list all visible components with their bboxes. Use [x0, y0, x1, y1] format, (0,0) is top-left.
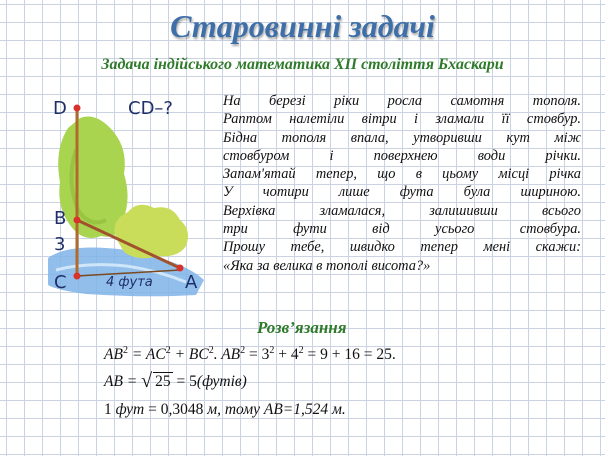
point-a	[177, 265, 184, 272]
problem-line: Прошу тебе, швидко тепер мені скажи:	[223, 239, 581, 256]
label-a: A	[185, 272, 198, 293]
point-c	[74, 273, 81, 280]
conversion-formula: 1 фут = 0,3048 м, тому AB=1,524 м.	[104, 401, 346, 418]
square-root-icon: √ 25	[141, 370, 171, 392]
pythagoras-formula: $AB^2 = AC^2 + BC^2$. $AB^2 = 3^2 + 4^2 = 9 + 16 = 25$.	[104, 345, 396, 363]
problem-text	[223, 92, 581, 275]
problem-line: «Яка за велика в тополі висота?»	[223, 257, 431, 274]
label-cd-question: CD–?	[128, 98, 173, 119]
tree-illustration	[46, 90, 218, 300]
problem-line: Бідна тополя впала, утворивши кут між	[223, 129, 581, 146]
label-bc-length: 3	[54, 234, 66, 255]
problem-line: Запам'ятай тепер, що в цьому місці річка	[223, 166, 581, 183]
point-b	[74, 217, 81, 224]
problem-line: На березі ріки росла самотня тополя.	[223, 93, 581, 109]
page-title: Старовинні задачі	[170, 8, 435, 44]
label-ca-length: 4 фута	[106, 275, 153, 290]
sqrt-formula: AB = √ 25 = 5(футів)	[104, 370, 247, 392]
label-b: B	[54, 208, 67, 229]
point-d	[74, 105, 81, 112]
label-d: D	[53, 98, 67, 119]
problem-line: У чотири лише фута була шириною.	[223, 184, 581, 201]
tree-foliage	[58, 117, 127, 239]
problem-line: Раптом налетіли вітри і зламали її стовбур.	[223, 111, 581, 128]
solution-heading: Розв’язання	[257, 318, 347, 337]
problem-line: три фути від усього стовбура.	[223, 221, 581, 238]
problem-line: Верхівка зламалася, залишивши всього	[223, 202, 581, 219]
problem-subtitle: Задача індійського математика XII століття Бхаскари	[101, 56, 504, 73]
label-c: C	[54, 272, 67, 293]
problem-line: стовбуром і поверхнею води річки.	[223, 147, 581, 164]
fallen-foliage	[115, 205, 189, 258]
